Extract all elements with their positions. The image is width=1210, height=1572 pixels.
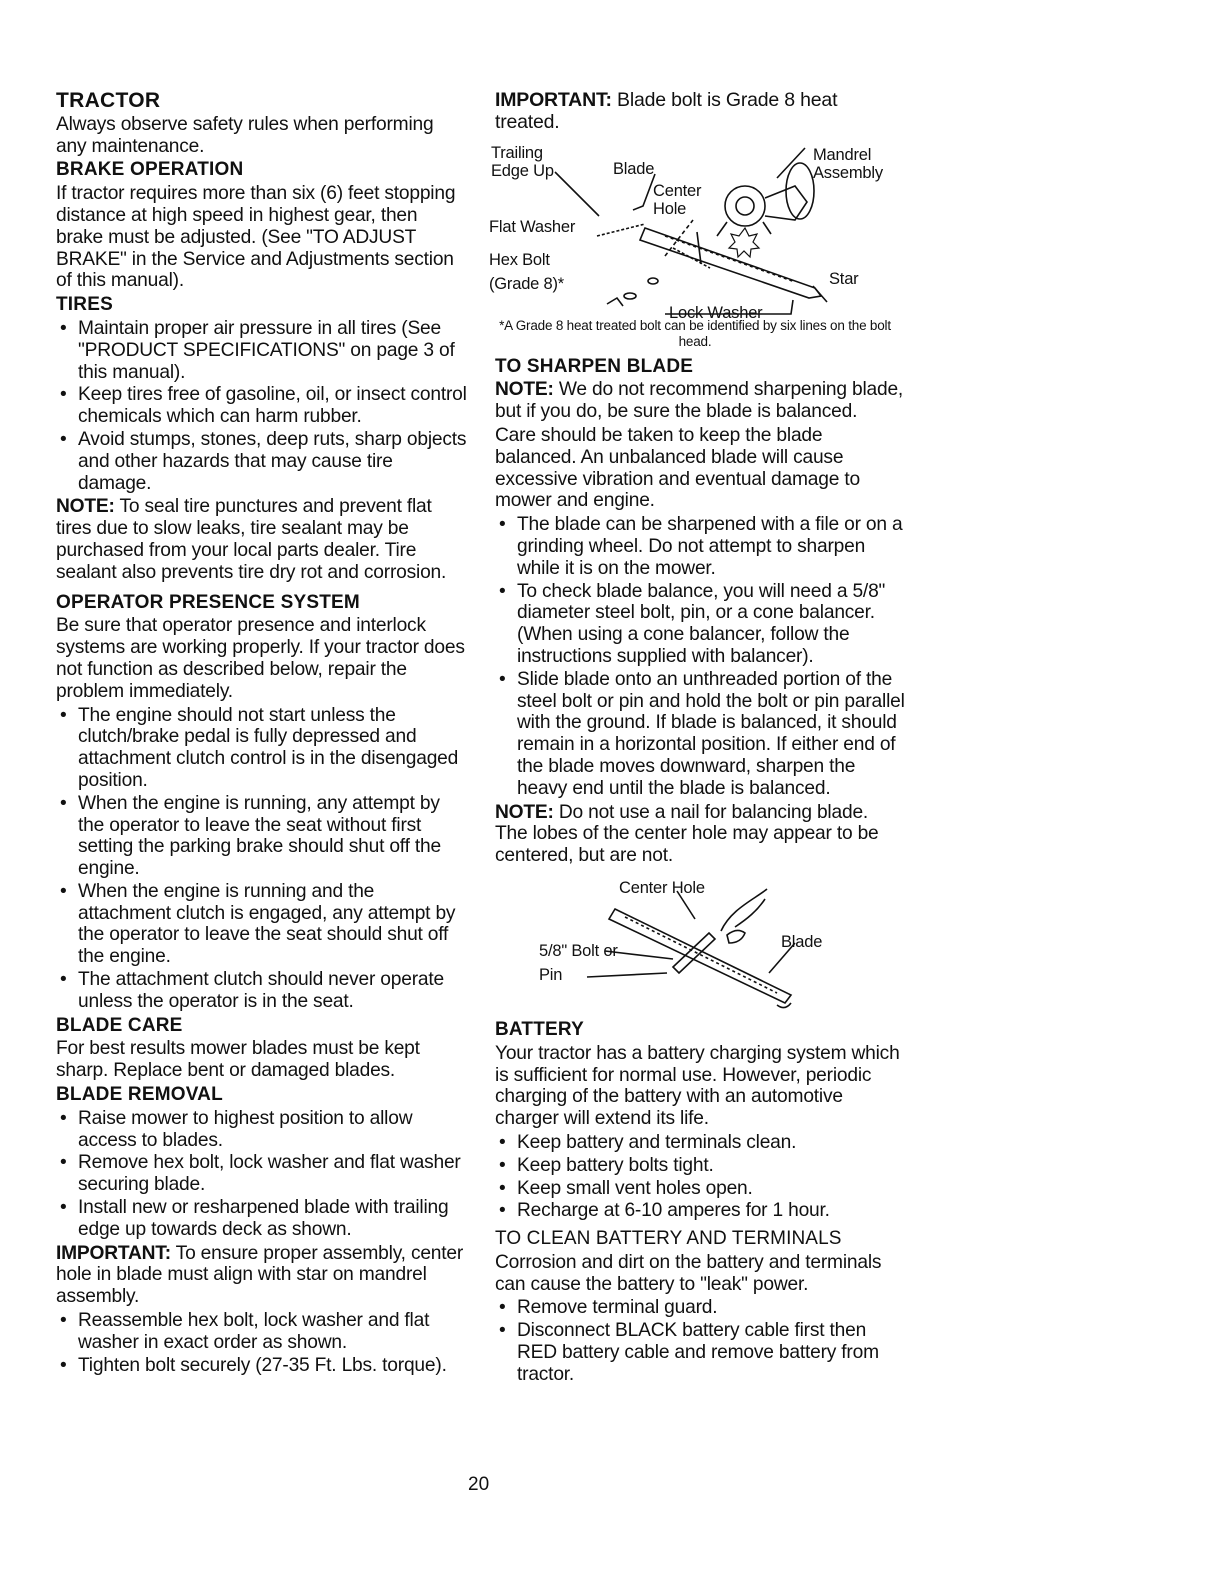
hex-bolt-label: Hex Bolt (Grade 8)*: [489, 250, 565, 293]
blade-label: Blade: [613, 159, 655, 178]
page-number: 20: [468, 1474, 490, 1495]
list-item: • Slide blade onto an unthreaded portion of the steel bolt or pin and hold the bolt or pin parallel with the ground. If blade is balanced, it should remain in a horizontal position. If either end of the blade moves downward, sharpen the heavy end until the blade is balanced.: [495, 669, 905, 800]
list-item: • Keep small vent holes open.: [495, 1178, 905, 1200]
list-item: • Tighten bolt securely (27-35 Ft. Lbs. torque).: [56, 1355, 468, 1377]
list-item: • Recharge at 6-10 amperes for 1 hour.: [495, 1200, 905, 1222]
note-label: NOTE:: [495, 801, 554, 823]
center-hole-label: Center Hole: [619, 878, 705, 897]
list-item: • To check blade balance, you will need a 5/8" diameter steel bolt, pin, or a cone balancer. (When using a cone balancer, follow the instructions supplied with balancer).: [495, 581, 905, 668]
trailing-edge-up-label: Trailing Edge Up: [491, 143, 554, 180]
blade-care-text: For best results mower blades must be kept sharp. Replace bent or damaged blades.: [56, 1038, 420, 1082]
brake-operation-text: If tractor requires more than six (6) feet stopping distance at high speed in highest gear, then brake must be adjusted. (See "TO ADJUST BRAKE" in the Service and Adjustments section of this manual).: [56, 183, 456, 292]
tractor-text: Always observe safety rules when performing any maintenance.: [56, 113, 434, 157]
blade-care-heading: BLADE CARE: [56, 1014, 183, 1036]
operator-presence-text: Be sure that operator presence and interlock systems are working properly. If your tractor does not function as described below, repair the problem immediately.: [56, 615, 465, 702]
list-item: • Reassemble hex bolt, lock washer and flat washer in exact order as shown.: [56, 1310, 468, 1354]
mandrel-assembly-label: Mandrel Assembly: [813, 145, 883, 182]
lock-washer-label: Lock Washer: [669, 303, 763, 322]
sharpen-text: Care should be taken to keep the blade balanced. An unbalanced blade will cause excessive vibration and eventual damage to mower and engine.: [495, 424, 860, 512]
star-label: Star: [829, 269, 859, 288]
list-item: • The blade can be sharpened with a file or on a grinding wheel. Do not attempt to sharpen while it is on the mower.: [495, 514, 905, 579]
sharpen-note-2: [495, 802, 905, 867]
blade-removal-list-2: [56, 1310, 468, 1376]
list-item: • When the engine is running and the attachment clutch is engaged, any attempt by the operator to leave the seat should shut off the engine.: [56, 881, 468, 968]
note-text: Do not use a nail for balancing blade. The lobes of the center hole may appear to be centered, but are not.: [495, 801, 879, 867]
clean-battery-heading: TO CLEAN BATTERY AND TERMINALS: [495, 1228, 842, 1250]
sharpen-blade-heading: TO SHARPEN BLADE: [495, 355, 694, 377]
list-item: • Disconnect BLACK battery cable first then RED battery cable and remove battery from tractor.: [495, 1320, 905, 1385]
list-item: • Install new or resharpened blade with trailing edge up towards deck as shown.: [56, 1197, 468, 1241]
important-label: IMPORTANT:: [495, 89, 612, 111]
note-label: NOTE:: [495, 379, 554, 401]
sharpen-note: [495, 379, 905, 423]
list-item: • Remove hex bolt, lock washer and flat washer securing blade.: [56, 1152, 468, 1196]
battery-text: Your tractor has a battery charging system which is sufficient for normal use. However, periodic charging of the battery with an automotive charger will extend its life.: [495, 1042, 900, 1130]
tractor-heading: TRACTOR: [56, 89, 161, 112]
list-item: • Remove terminal guard.: [495, 1297, 905, 1319]
note-label: NOTE:: [56, 496, 115, 518]
tires-heading: TIRES: [56, 294, 113, 316]
tires-list: [56, 318, 468, 494]
center-hole-label: Center Hole: [653, 181, 702, 218]
brake-operation-heading: BRAKE OPERATION: [56, 159, 244, 181]
note-text: We do not recommend sharpening blade, but if you do, be sure the blade is balanced.: [495, 379, 904, 423]
list-item: • Keep battery bolts tight.: [495, 1155, 905, 1177]
blade-removal-list: [56, 1108, 468, 1241]
operator-presence-heading: OPERATOR PRESENCE SYSTEM: [56, 591, 360, 613]
bolt-important: [495, 90, 905, 134]
blade-balance-figure: [495, 869, 905, 1017]
list-item: • Keep battery and terminals clean.: [495, 1132, 905, 1154]
blade-removal-heading: BLADE REMOVAL: [56, 1084, 223, 1106]
list-item: • The attachment clutch should never operate unless the operator is in the seat.: [56, 969, 468, 1013]
list-item: • The engine should not start unless the clutch/brake pedal is fully depressed and attachment clutch control is in the disengaged position.: [56, 705, 468, 792]
battery-list: [495, 1132, 905, 1222]
list-item: • Avoid stumps, stones, deep ruts, sharp objects and other hazards that may cause tire damage.: [56, 429, 468, 494]
note-text: To seal tire punctures and prevent flat tires due to slow leaks, tire sealant may be purchased from your local parts dealer. Tire sealant also prevents tire dry rot and corrosion.: [56, 496, 447, 583]
important-text: Blade bolt is Grade 8 heat treated.: [495, 89, 838, 133]
blade-assembly-figure: [489, 136, 905, 322]
list-item: • When the engine is running, any attempt by the operator to leave the seat without first setting the parking brake should shut off the engine.: [56, 793, 468, 880]
clean-battery-list: [495, 1297, 905, 1385]
important-text: To ensure proper assembly, center hole in blade must align with star on mandrel assembly.: [56, 1242, 464, 1308]
clean-battery-text: Corrosion and dirt on the battery and terminals can cause the battery to "leak" power.: [495, 1251, 882, 1295]
battery-heading: BATTERY: [495, 1018, 585, 1040]
sharpen-list: [495, 514, 905, 799]
flat-washer-label: Flat Washer: [489, 217, 576, 236]
list-item: • Keep tires free of gasoline, oil, or insect control chemicals which can harm rubber.: [56, 384, 468, 428]
list-item: • Maintain proper air pressure in all tires (See "PRODUCT SPECIFICATIONS" on page 3 of this manual).: [56, 318, 468, 383]
tires-note: [56, 496, 468, 583]
blade-removal-important: [56, 1243, 468, 1308]
important-label: IMPORTANT:: [56, 1242, 171, 1264]
left-column: [56, 90, 468, 1378]
list-item: • Raise mower to highest position to allow access to blades.: [56, 1108, 468, 1152]
operator-presence-list: [56, 705, 468, 1013]
blade-label: Blade: [781, 932, 823, 951]
bolt-or-pin-label: 5/8" Bolt or Pin: [539, 941, 618, 984]
figure-caption: *A Grade 8 heat treated bolt can be identified by six lines on the bolt head.: [499, 317, 891, 349]
right-column: [489, 89, 905, 1388]
